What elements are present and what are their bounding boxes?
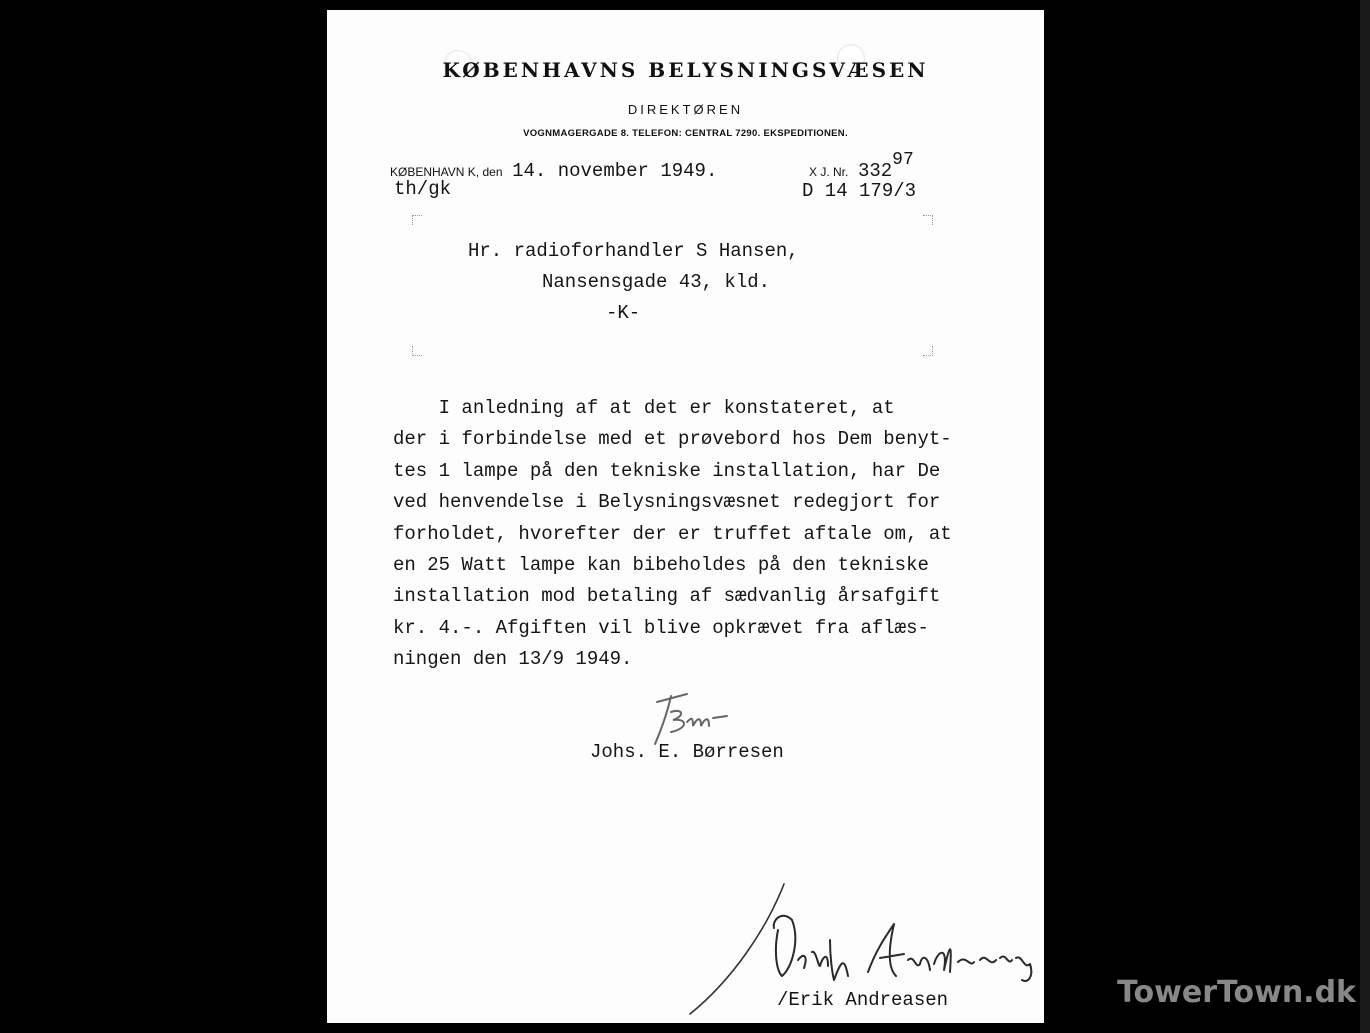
journal-superscript: 97 xyxy=(892,150,914,170)
letterhead-department: DIREKTØREN xyxy=(627,102,744,117)
body-line: tes 1 lampe på den tekniske installation, har De xyxy=(393,459,941,482)
reference-number: D 14 179/3 xyxy=(802,180,917,202)
letterhead-organisation: KØBENHAVNS BELYSNINGSVÆSEN xyxy=(442,58,929,82)
scan-edge xyxy=(1360,0,1370,1033)
body-line: en 25 Watt lampe kan bibeholdes på den tekniske xyxy=(393,554,929,577)
watermark: TowerTown.dk xyxy=(1117,975,1356,1010)
body-line: kr. 4.-. Afgiften vil blive opkrævet fra aflæs- xyxy=(393,616,929,639)
body-line: I anledning af at det er konstateret, at xyxy=(393,397,895,419)
journal-value: 332 xyxy=(857,160,893,182)
letterhead-address: VOGNMAGERGADE 8. TELEFON: CENTRAL 7290. EKSPEDITIONEN. xyxy=(523,128,848,139)
initials: th/gk xyxy=(394,178,452,200)
letter-date: 14. november 1949. xyxy=(512,160,718,182)
window-mark-bottom-left xyxy=(412,346,422,356)
recipient-line-3: -K- xyxy=(606,302,641,324)
window-mark-top-right xyxy=(923,215,933,225)
signatory-name-andreasen: /Erik Andreasen xyxy=(777,989,949,1011)
body-line: installation mod betaling af sædvanlig årsafgift xyxy=(393,585,941,608)
body-line: der i forbindelse med et prøvebord hos Dem benyt- xyxy=(393,428,952,451)
window-mark-bottom-right xyxy=(923,346,933,356)
letter-page xyxy=(327,10,1044,1023)
place-prefix: KØBENHAVN K, den xyxy=(390,165,503,179)
body-line: ved henvendelse i Belysningsvæsnet redegjort for xyxy=(393,491,941,514)
signatory-name-borresen: Johs. E. Børresen xyxy=(590,741,784,763)
journal-prefix: X J. Nr. xyxy=(809,165,849,179)
letter-body xyxy=(393,393,952,676)
body-line: ningen den 13/9 1949. xyxy=(393,648,633,671)
window-mark-top-left xyxy=(412,215,422,225)
recipient-line-1: Hr. radioforhandler S Hansen, xyxy=(468,240,799,262)
journal-number xyxy=(809,150,914,182)
body-line: forholdet, hvorefter der er truffet aftale om, at xyxy=(393,522,952,545)
recipient-line-2: Nansensgade 43, kld. xyxy=(542,271,771,293)
